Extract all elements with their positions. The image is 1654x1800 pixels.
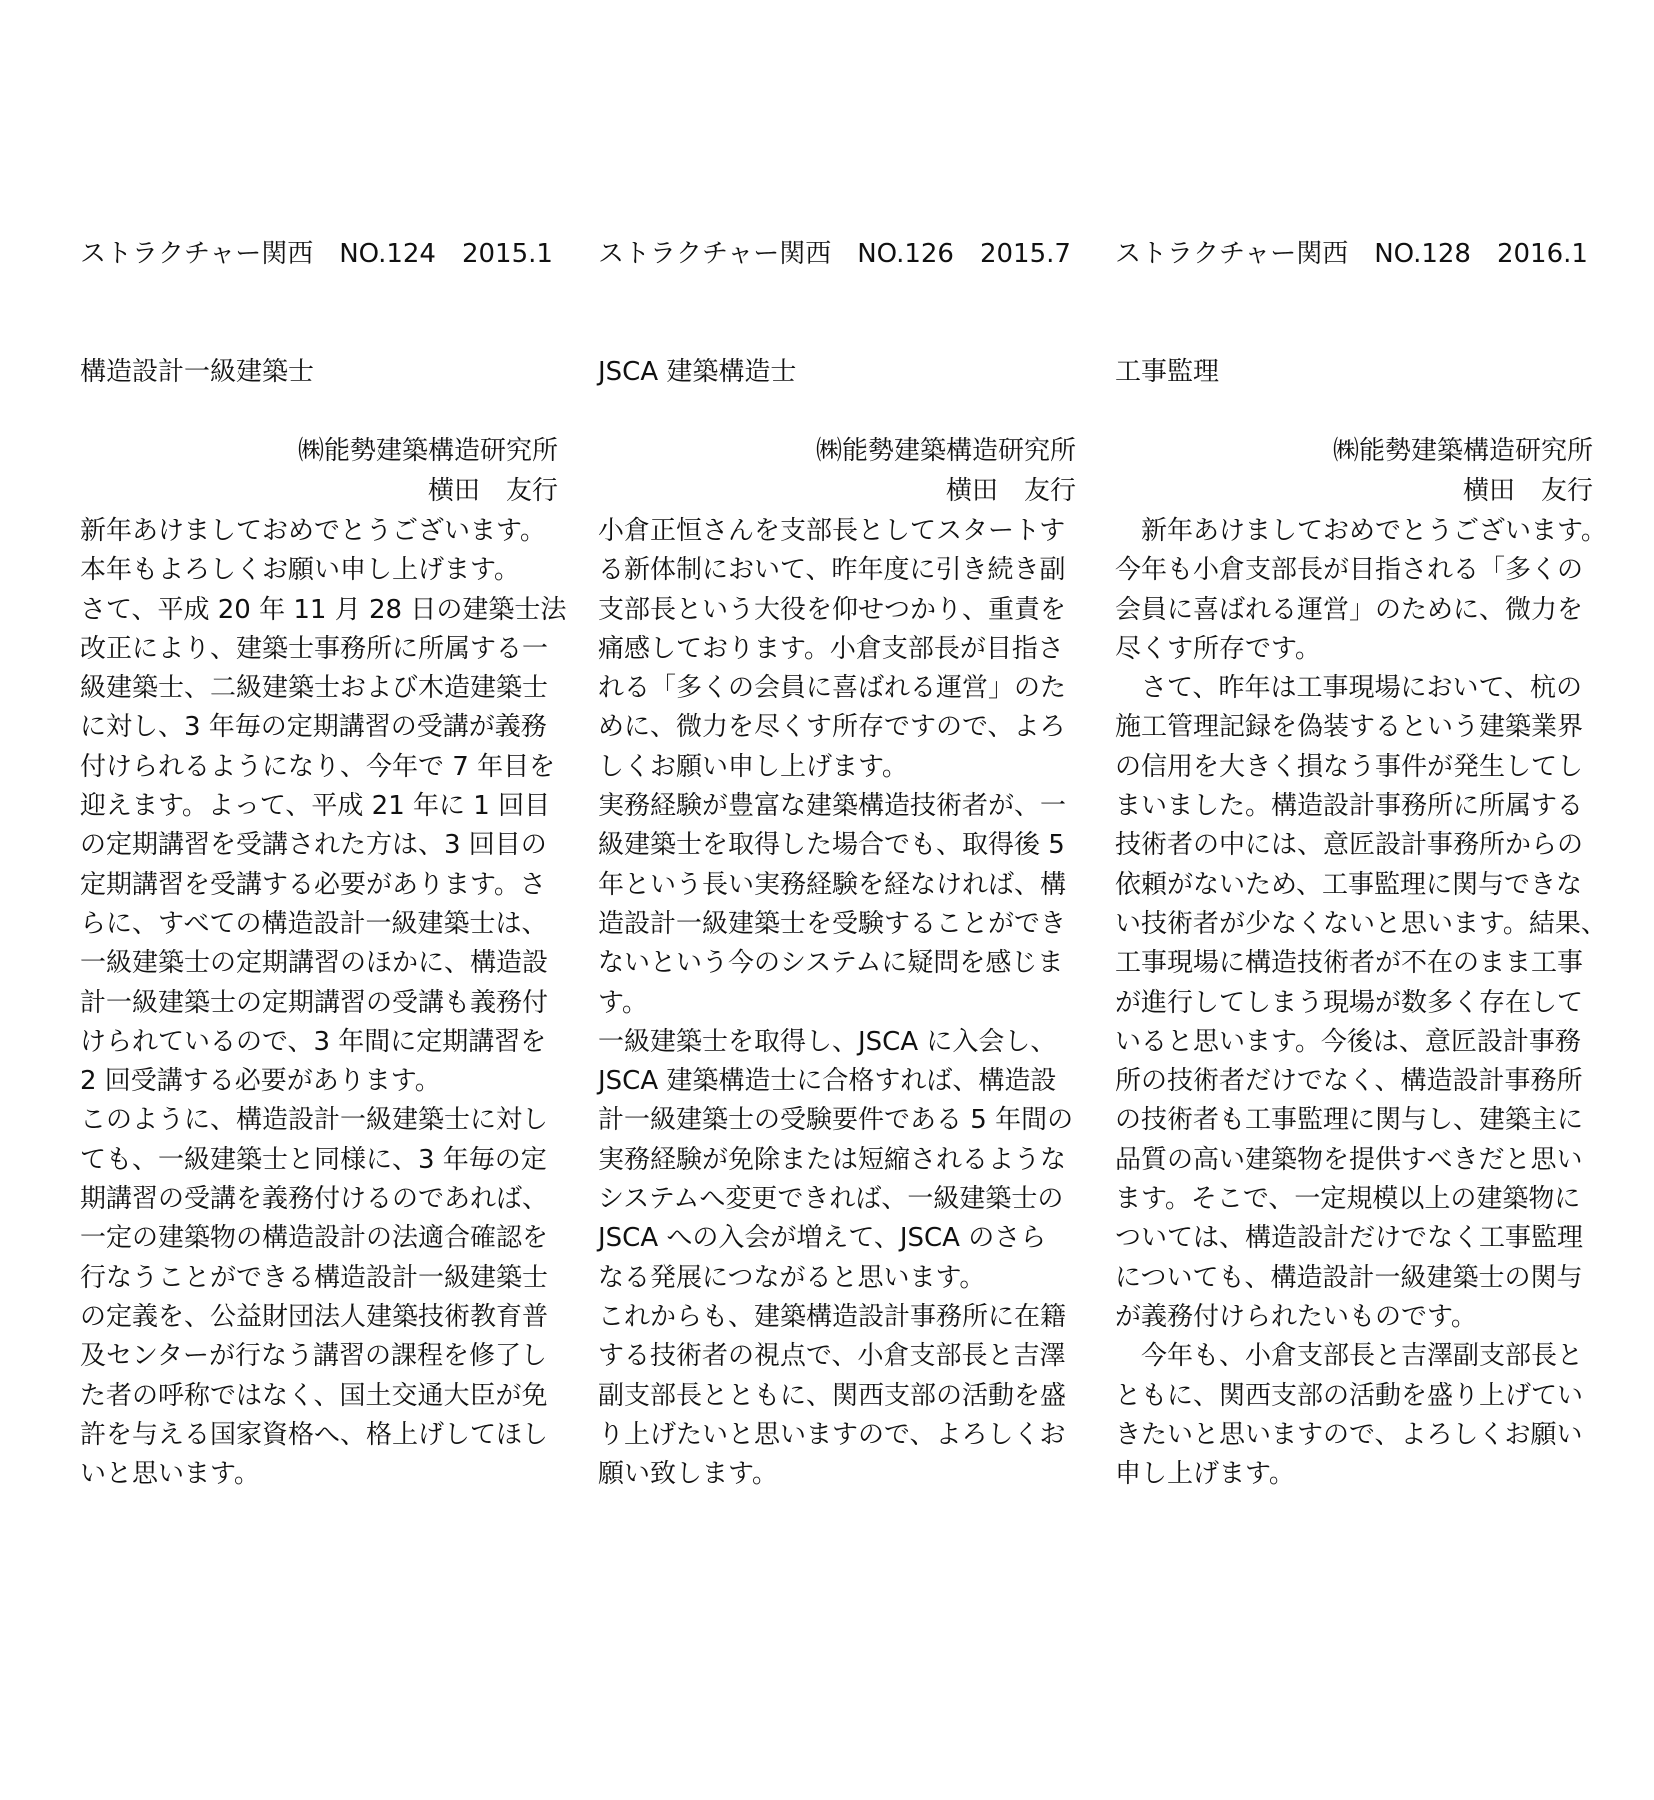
article-title: JSCA 建築構造士: [598, 357, 797, 387]
issue-header: ストラクチャー関西 NO.126 2015.7: [598, 239, 1071, 269]
body-line: 副支部長とともに、関西支部の活動を盛: [598, 1380, 1067, 1411]
body-line: 尽くす所存です。: [1115, 633, 1321, 664]
body-line: が進行してしまう現場が数多く存在して: [1115, 987, 1584, 1018]
body-line: しくお願い申し上げます。: [598, 751, 908, 782]
body-line: さて、昨年は工事現場において、杭の: [1115, 673, 1582, 704]
body-line: いと思います。: [80, 1459, 260, 1490]
body-line: 今年も、小倉支部長と吉澤副支部長と: [1115, 1341, 1584, 1372]
body-line: 一級建築士を取得し、JSCA に入会し、: [598, 1026, 1057, 1057]
body-line: きたいと思いますので、よろしくお願い: [1115, 1419, 1583, 1450]
body-line: についても、構造設計一級建築士の関与: [1115, 1262, 1583, 1293]
body-line: 造設計一級建築士を受験することができ: [598, 908, 1067, 939]
body-line: 申し上げます。: [1115, 1459, 1295, 1490]
body-line: 行なうことができる構造設計一級建築士: [80, 1262, 549, 1293]
body-line: ともに、関西支部の活動を盛り上げてい: [1115, 1380, 1584, 1411]
body-line: 品質の高い建築物を提供すべきだと思い: [1115, 1144, 1583, 1175]
body-line: ても、一級建築士と同様に、3 年毎の定: [80, 1144, 547, 1175]
body-line: 技術者の中には、意匠設計事務所からの: [1115, 830, 1584, 861]
body-line: 期講習の受講を義務付けるのであれば、: [80, 1184, 549, 1215]
body-line: めに、微力を尽くす所存ですので、よろ: [598, 712, 1066, 743]
column-no126: [598, 0, 1076, 1800]
issue-header: ストラクチャー関西 NO.124 2015.1: [80, 239, 553, 269]
body-line: の定義を、公益財団法人建築技術教育普: [80, 1301, 549, 1332]
body-line: さて、平成 20 年 11 月 28 日の建築士法: [80, 594, 567, 625]
body-line: す。: [598, 987, 648, 1018]
body-line: なる発展につながると思います。: [598, 1262, 986, 1293]
body-line: ます。そこで、一定規模以上の建築物に: [1115, 1184, 1581, 1215]
body-line: の技術者も工事監理に関与し、建築主に: [1115, 1105, 1584, 1136]
body-line: JSCA への入会が増えて、JSCA のさら: [598, 1223, 1047, 1254]
column-no124: [80, 0, 567, 1800]
body-line: 一級建築士の定期講習のほかに、構造設: [80, 948, 549, 979]
author-affiliation: ㈱能勢建築構造研究所: [297, 436, 558, 466]
body-line: 付けられるようになり、今年で 7 年目を: [80, 751, 556, 782]
body-line: 迎えます。よって、平成 21 年に 1 回目: [80, 791, 551, 822]
body-line: けられているので、3 年間に定期講習を: [80, 1026, 547, 1057]
body-line: 2 回受講する必要があります。: [80, 1066, 441, 1097]
body-line: が義務付けられたいものです。: [1115, 1301, 1477, 1332]
body-line: 依頼がないため、工事監理に関与できな: [1115, 869, 1582, 900]
body-line: 小倉正恒さんを支部長としてスタートす: [598, 516, 1066, 546]
body-line: 及センターが行なう講習の課程を修了し: [80, 1341, 547, 1372]
body-line: する技術者の視点で、小倉支部長と吉澤: [598, 1341, 1066, 1372]
body-line: 工事現場に構造技術者が不在のまま工事: [1115, 948, 1584, 979]
body-line: 計一級建築士の定期講習の受講も義務付: [80, 987, 549, 1018]
body-line: 級建築士、二級建築士および木造建築士: [80, 673, 549, 704]
body-line: ついては、構造設計だけでなく工事監理: [1115, 1223, 1584, 1254]
body-line: 願い致します。: [598, 1459, 778, 1490]
body-line: に対し、3 年毎の定期講習の受講が義務: [80, 712, 547, 743]
body-line: た者の呼称ではなく、国土交通大臣が免: [80, 1380, 548, 1411]
body-line: 所の技術者だけでなく、構造設計事務所: [1115, 1066, 1583, 1097]
body-line: 計一級建築士の受験要件である 5 年間の: [598, 1105, 1074, 1136]
body-line: 新年あけましておめでとうございます。: [1115, 516, 1607, 546]
article-title: 構造設計一級建築士: [80, 357, 315, 387]
body-line: 会員に喜ばれる運営」のために、微力を: [1115, 594, 1584, 625]
author-name: 横田 友行: [945, 476, 1076, 506]
body-line: れる「多くの会員に喜ばれる運営」のた: [598, 673, 1067, 704]
body-line: 施工管理記録を偽装するという建築業界: [1115, 712, 1584, 743]
body-line: 一定の建築物の構造設計の法適合確認を: [80, 1223, 549, 1254]
column-no128: [1115, 0, 1607, 1800]
body-line: り上げたいと思いますので、よろしくお: [598, 1419, 1066, 1450]
author-name: 横田 友行: [427, 476, 558, 506]
body-line: システムへ変更できれば、一級建築士の: [598, 1184, 1064, 1215]
body-line: 新年あけましておめでとうございます。: [80, 516, 546, 546]
body-line: ないという今のシステムに疑問を感じま: [598, 948, 1064, 979]
body-line: る新体制において、昨年度に引き続き副: [598, 555, 1066, 586]
body-line: まいました。構造設計事務所に所属する: [1115, 791, 1584, 822]
article-body: [598, 512, 1076, 1494]
body-line: 本年もよろしくお願い申し上げます。: [80, 555, 520, 586]
issue-header: ストラクチャー関西 NO.128 2016.1: [1115, 239, 1588, 269]
body-line: の定期講習を受講された方は、3 回目の: [80, 830, 547, 861]
body-line: 級建築士を取得した場合でも、取得後 5: [598, 830, 1065, 861]
author-name: 横田 友行: [1462, 476, 1593, 506]
article-body: [1115, 512, 1607, 1494]
body-line: JSCA 建築構造士に合格すれば、構造設: [598, 1066, 1057, 1097]
body-line: このように、構造設計一級建築士に対し: [80, 1105, 549, 1136]
author-affiliation: ㈱能勢建築構造研究所: [1332, 436, 1593, 466]
body-line: 年という長い実務経験を経なければ、構: [598, 869, 1067, 900]
body-line: 定期講習を受講する必要があります。さ: [80, 869, 546, 900]
body-line: らに、すべての構造設計一級建築士は、: [80, 908, 548, 939]
body-line: の信用を大きく損なう事件が発生してし: [1115, 751, 1584, 782]
body-line: 痛感しております。小倉支部長が目指さ: [598, 633, 1064, 664]
body-line: 実務経験が豊富な建築構造技術者が、一: [598, 791, 1067, 822]
body-line: 実務経験が免除または短縮されるような: [598, 1144, 1067, 1175]
body-line: 今年も小倉支部長が目指される「多くの: [1115, 555, 1584, 586]
author-affiliation: ㈱能勢建築構造研究所: [815, 436, 1076, 466]
body-line: 支部長という大役を仰せつかり、重責を: [598, 594, 1067, 625]
body-line: 許を与える国家資格へ、格上げしてほし: [80, 1419, 549, 1450]
article-title: 工事監理: [1115, 357, 1220, 387]
article-body: [80, 512, 567, 1494]
body-line: いると思います。今後は、意匠設計事務: [1115, 1026, 1581, 1057]
body-line: 改正により、建築士事務所に所属する一: [80, 633, 549, 664]
body-line: い技術者が少なくないと思います。結果、: [1115, 908, 1607, 939]
body-line: これからも、建築構造設計事務所に在籍: [598, 1301, 1067, 1332]
